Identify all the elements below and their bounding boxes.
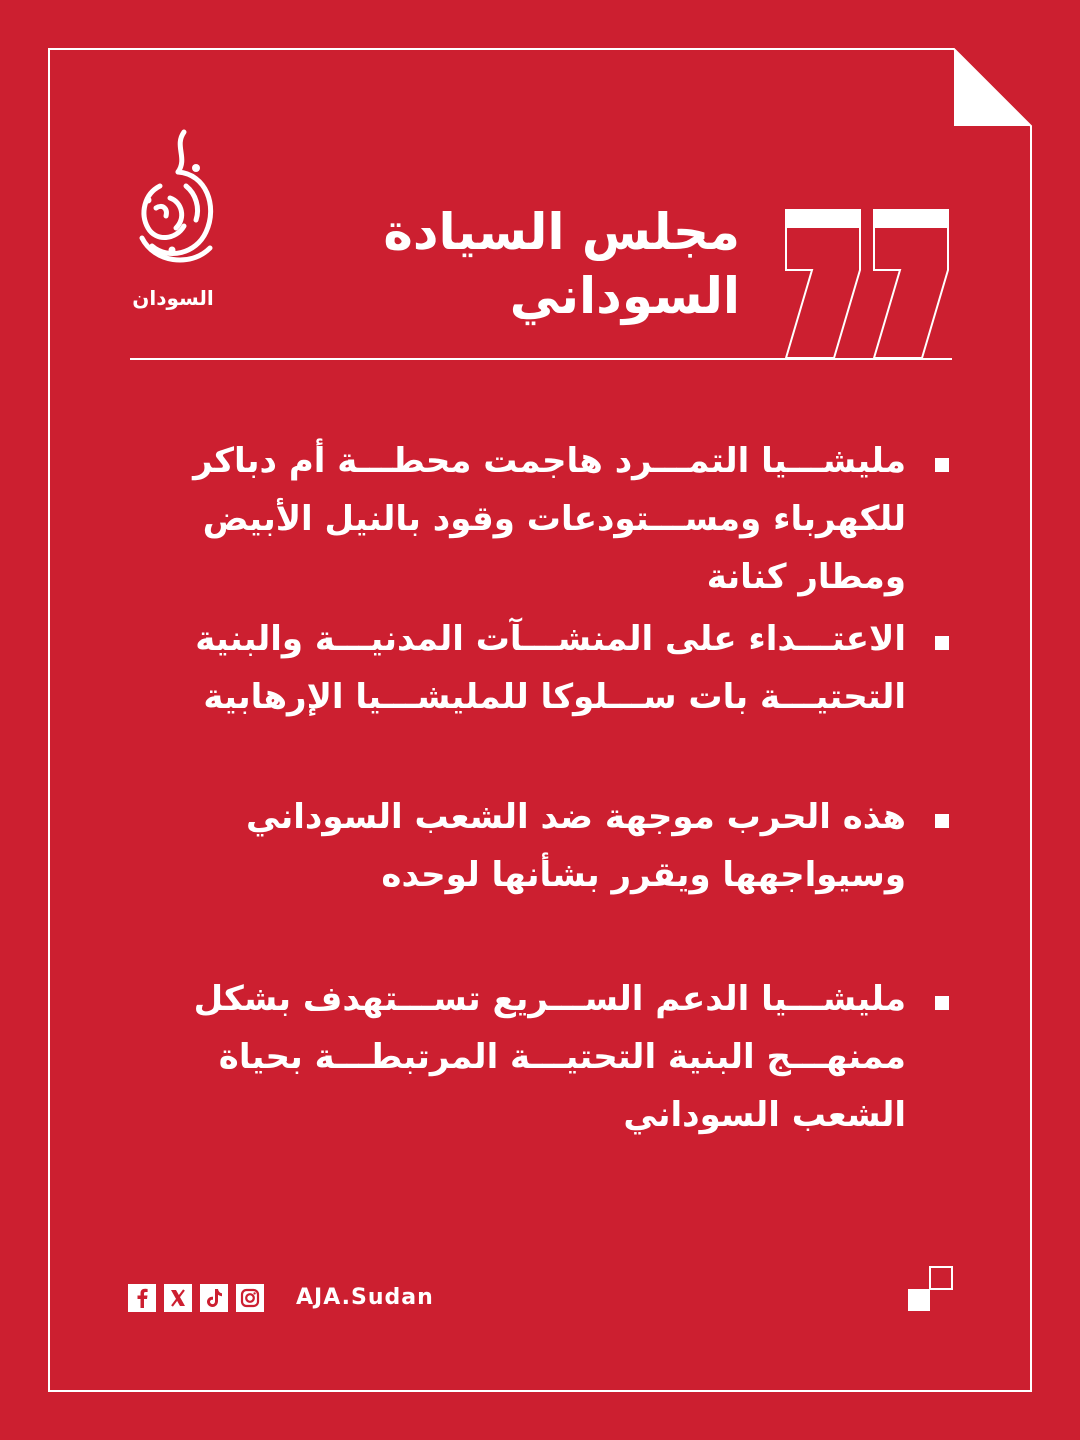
instagram-icon[interactable]	[236, 1284, 264, 1312]
page-title	[360, 200, 740, 328]
point-text: مليشـــيا التمـــرد هاجمت محطـــة أم دباكر للكهرباء ومســـتودعات وقود بالنيل الأبيض ومطار كنانة	[193, 441, 906, 597]
title-line-2: السوداني	[509, 267, 740, 325]
point-text: مليشـــيا الدعم الســـريع تســـتهدف بشكل ممنهـــج البنية التحتيـــة المرتبطـــة بحياة الشعب السوداني	[193, 979, 906, 1135]
social-links	[128, 1284, 272, 1312]
list-item	[128, 970, 952, 1144]
social-handle[interactable]: AJA.Sudan	[296, 1285, 434, 1310]
brand-logo	[118, 128, 228, 318]
bullet-square-icon	[935, 458, 949, 472]
al-jazeera-logo-icon	[126, 128, 222, 278]
tiktok-icon[interactable]	[200, 1284, 228, 1312]
list-item	[128, 432, 952, 610]
decorative-squares-icon	[906, 1266, 954, 1312]
x-icon[interactable]	[164, 1284, 192, 1312]
quote-mark-icon	[782, 208, 954, 360]
list-item	[128, 788, 952, 970]
title-divider	[130, 358, 952, 360]
points-list	[128, 432, 952, 1144]
point-text: الاعتـــداء على المنشـــآت المدنيـــة والبنية التحتيـــة بات ســـلوكا للمليشـــيا الإرهابية	[195, 619, 906, 717]
bullet-square-icon	[935, 636, 949, 650]
bullet-square-icon	[935, 996, 949, 1010]
bullet-square-icon	[935, 814, 949, 828]
title-line-1: مجلس السيادة	[383, 203, 740, 261]
facebook-icon[interactable]	[128, 1284, 156, 1312]
list-item	[128, 610, 952, 788]
point-text: هذه الحرب موجهة ضد الشعب السوداني وسيواجهها ويقرر بشأنها لوحده	[246, 797, 906, 895]
logo-subtitle: السودان	[132, 286, 214, 310]
